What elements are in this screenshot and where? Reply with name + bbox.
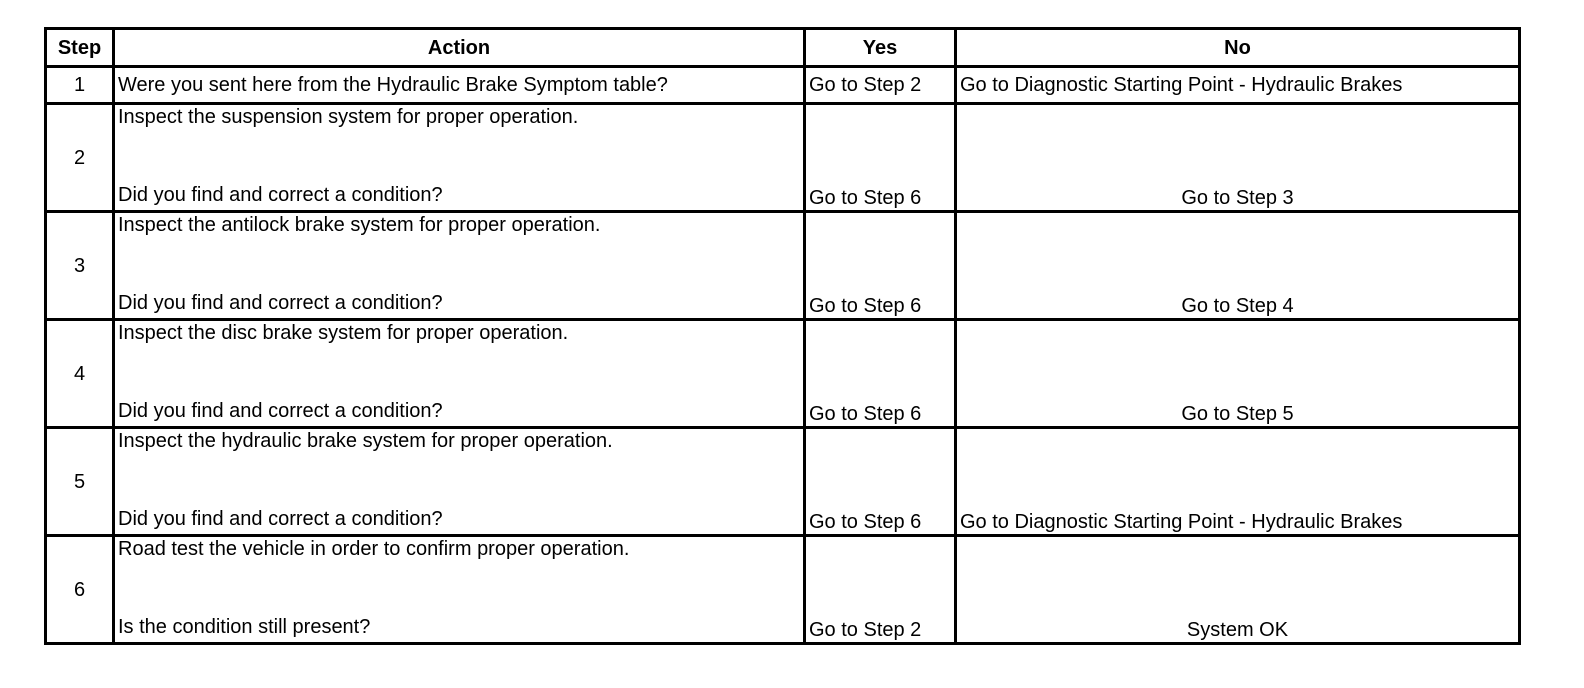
table-row <box>46 67 1520 104</box>
yes-result: Go to Step 6 <box>805 104 956 212</box>
action-question: Did you find and correct a condition? <box>118 400 443 422</box>
action-question: Did you find and correct a condition? <box>118 508 443 530</box>
header-action: Action <box>114 29 805 67</box>
header-no: No <box>956 29 1520 67</box>
action-question: Did you find and correct a condition? <box>118 184 443 206</box>
diagnostic-table <box>44 27 1521 645</box>
action-text: Inspect the suspension system for proper operation. <box>118 106 579 128</box>
action-question: Is the condition still present? <box>118 616 371 638</box>
action-text: Inspect the antilock brake system for proper operation. <box>118 214 601 236</box>
yes-result: Go to Step 2 <box>805 67 956 104</box>
yes-result: Go to Step 6 <box>805 212 956 320</box>
action-question: Did you find and correct a condition? <box>118 292 443 314</box>
step-number: 1 <box>46 67 114 104</box>
table-row <box>46 212 1520 320</box>
no-result: Go to Step 4 <box>956 212 1520 320</box>
no-result: Go to Diagnostic Starting Point - Hydraulic Brakes <box>956 67 1520 104</box>
yes-result: Go to Step 2 <box>805 536 956 644</box>
step-number: 3 <box>46 212 114 320</box>
table-row <box>46 428 1520 536</box>
action-cell <box>114 104 805 212</box>
yes-result: Go to Step 6 <box>805 320 956 428</box>
step-number: 2 <box>46 104 114 212</box>
no-result: Go to Step 5 <box>956 320 1520 428</box>
step-number: 6 <box>46 536 114 644</box>
step-number: 5 <box>46 428 114 536</box>
action-cell <box>114 320 805 428</box>
table-row <box>46 104 1520 212</box>
action-cell <box>114 536 805 644</box>
table-header <box>46 29 1520 67</box>
action-text: Inspect the hydraulic brake system for proper operation. <box>118 430 613 452</box>
table-body <box>46 67 1520 644</box>
action-cell <box>114 212 805 320</box>
action-text: Inspect the disc brake system for proper operation. <box>118 322 569 344</box>
header-yes: Yes <box>805 29 956 67</box>
no-result: Go to Diagnostic Starting Point - Hydraulic Brakes <box>956 428 1520 536</box>
action-cell <box>114 428 805 536</box>
yes-result: Go to Step 6 <box>805 428 956 536</box>
header-row <box>46 29 1520 67</box>
table-row <box>46 320 1520 428</box>
step-number: 4 <box>46 320 114 428</box>
no-result: Go to Step 3 <box>956 104 1520 212</box>
action-text: Road test the vehicle in order to confirm proper operation. <box>118 538 630 560</box>
header-step: Step <box>46 29 114 67</box>
table-row <box>46 536 1520 644</box>
action-text: Were you sent here from the Hydraulic Brake Symptom table? <box>114 67 805 104</box>
no-result: System OK <box>956 536 1520 644</box>
